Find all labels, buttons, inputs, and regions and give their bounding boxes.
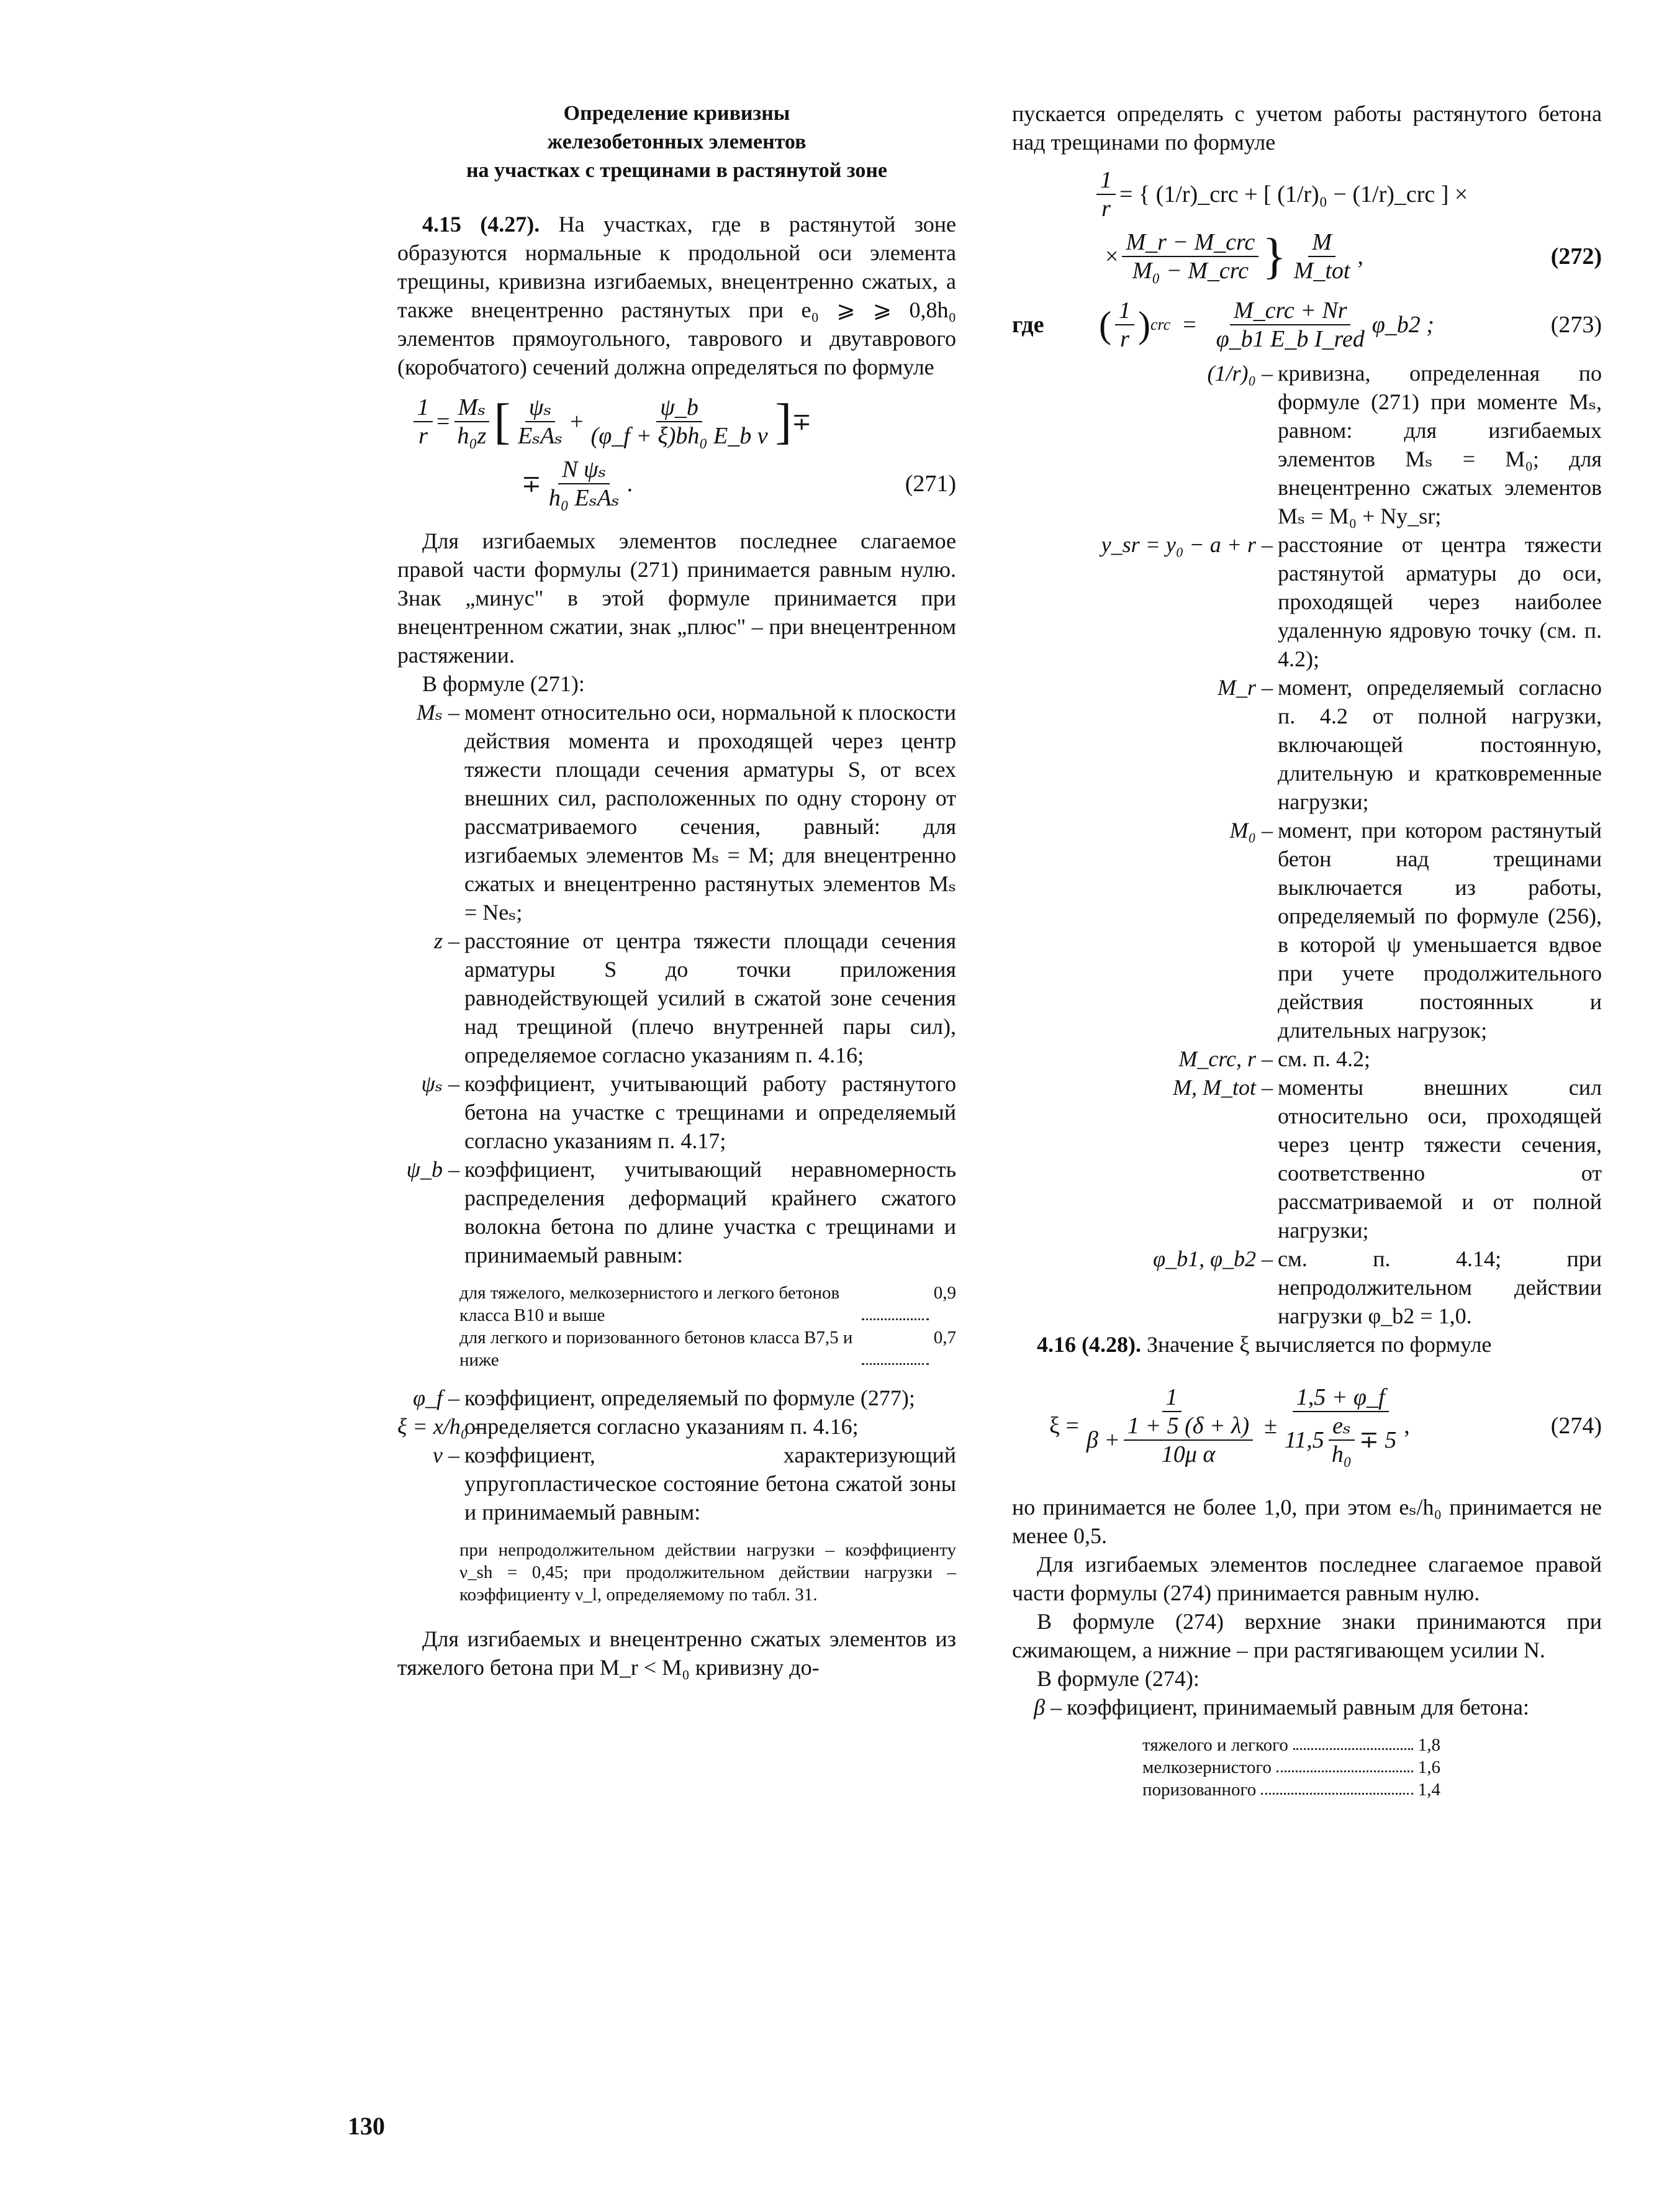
paragraph-text: Значение ξ вычисляется по формуле (1141, 1332, 1492, 1357)
definition-symbol: ψ_b – (406, 1157, 459, 1182)
fraction (1290, 229, 1354, 284)
fraction (453, 394, 490, 450)
paragraph: В формуле (274): (1037, 1666, 1200, 1691)
value-row (1142, 1756, 1440, 1779)
beta-values (1142, 1734, 1440, 1801)
beta-term: β + (1086, 1427, 1120, 1453)
definition-item (397, 1441, 956, 1526)
value: 1,8 (1417, 1735, 1440, 1755)
fraction (1122, 229, 1259, 284)
numerator: M (1308, 229, 1335, 257)
sign: ± (1264, 1413, 1278, 1439)
definition-item (1012, 359, 1602, 530)
denominator: 10μ α (1161, 1441, 1216, 1467)
definition-symbol: ψₛ – (421, 1071, 459, 1096)
page-number: 130 (348, 2112, 385, 2140)
numerator: 1,5 + φ_f (1293, 1384, 1389, 1412)
formula-tail: φ_b2 ; (1371, 312, 1434, 338)
definition-text: момент, определяемый согласно п. 4.2 от полной нагрузки, включающей постоянную, длительную и кратковременные нагрузки; (1278, 675, 1602, 814)
value-row (1142, 1779, 1440, 1801)
definition-item (1012, 1045, 1602, 1073)
nu-note: при непродолжительном действии нагрузки – коэффициенту ν_sh = 0,45; при продолжительном действии нагрузки – коэффициенту ν_l, определяемому по табл. 31. (459, 1540, 956, 1605)
fraction (545, 456, 623, 512)
value-label: для тяжелого, мелкозернистого и легкого бетонов класса B10 и выше (459, 1283, 840, 1325)
definition-item (1012, 673, 1602, 816)
definition-item (397, 927, 956, 1069)
paragraph: но принимается не более 1,0, при этом eₛ/h₀ принимается не менее 0,5. (1012, 1495, 1602, 1548)
definition-text: коэффициент, учитывающий неравномерность распределения деформаций крайнего сжатого волокна бетона по длине участка с трещинами и принимаемый равным: (464, 1157, 956, 1267)
definition-item (397, 1155, 956, 1269)
definition-symbol: z – (433, 928, 459, 953)
right-column (1012, 99, 1602, 1801)
definition-text: момент относительно оси, нормальной к плоскости действия момента и проходящей через центр тяжести площади сечения арматуры S, от всех внешних сил, расположенных по одну сторону от рассматриваемого сечения, равный: для изгибаемых элементов Mₛ = M; для внецентренно сжатых и внецентренно растянутых элементов Mₛ = Neₛ; (464, 700, 956, 925)
formula-272: $\frac{1}{r}$ = { (1/r)_crc + [ (1/r)₀ − (1/r)_crc ] × × $\frac{\text{M\_r − M\_crc}}{\text{M₀ − M\_crc}}$ } $\frac{M}{\text{M\_tot}}$ , (272) (1093, 166, 1602, 284)
definition-text: моменты внешних сил относительно оси, проходящей через центр тяжести сечения, соответственно от рассматриваемой и от полной нагрузки; (1278, 1075, 1602, 1243)
denominator: φ_b1 E_b I_red (1216, 326, 1365, 352)
definition-symbol: M_crc, r – (1178, 1046, 1273, 1071)
definition-item (1012, 1244, 1602, 1330)
term: 11,5 (1285, 1427, 1324, 1453)
definition-symbol: φ_b1, φ_b2 – (1153, 1246, 1273, 1271)
denominator (1083, 1412, 1260, 1468)
value-row (459, 1282, 956, 1326)
definition-text: коэффициент, определяемый по формуле (277); (464, 1385, 915, 1410)
denominator: h₀z (457, 423, 487, 449)
fraction (1213, 297, 1368, 353)
definition-text: коэффициент, принимаемый равным для бетона: (1067, 1695, 1530, 1720)
value-label: тяжелого и легкого (1142, 1735, 1288, 1755)
definition-text: коэффициент, характеризующий упругопластическое состояние бетона сжатой зоны и принимаемый равным: (464, 1443, 956, 1525)
formula-line: = { (1/r)_crc + [ (1/r)₀ − (1/r)_crc ] × (1119, 181, 1468, 207)
definition-item (397, 1384, 956, 1412)
definition-text: момент, при котором растянутый бетон над трещинами выключается из работы, определяемый по формуле (256), в которой ψ уменьшается вдвое при учете продолжительного действия постоянных и длительных нагрузок; (1278, 818, 1602, 1043)
heading-line: железобетонных элементов (547, 130, 807, 153)
paragraph-4-15 (397, 210, 956, 381)
heading-line: на участках с трещинами в растянутой зоне (466, 159, 888, 182)
definition-symbol: (1/r)₀ – (1207, 361, 1273, 386)
sign: ∓ (792, 409, 812, 435)
value-label: мелкозернистого (1142, 1757, 1272, 1777)
definition-symbol: M_r – (1218, 675, 1273, 700)
paragraph-4-16 (1012, 1330, 1602, 1359)
definition-item (397, 1069, 956, 1155)
section-heading (397, 99, 956, 185)
value: 1,6 (1417, 1757, 1440, 1777)
term: ∓ 5 (1358, 1427, 1397, 1453)
denominator: EₛAₛ (518, 423, 563, 449)
denominator: M_tot (1293, 258, 1350, 284)
equation-number: (273) (1550, 312, 1602, 338)
denominator: h₀ EₛAₛ (548, 485, 620, 511)
numerator: N ψₛ (558, 456, 610, 484)
left-column (397, 99, 956, 1682)
value: 1,4 (1417, 1780, 1440, 1800)
definition-text: расстояние от центра тяжести растянутой арматуры до оси, проходящей через наиболее удаленную ядровую точку (см. п. 4.2); (1278, 532, 1602, 671)
definition-text: кривизна, определенная по формуле (271) при моменте Mₛ, равном: для изгибаемых элементов Mₛ = M₀; для внецентренно сжатых элементов Mₛ = M₀ + Ny_sr; (1278, 361, 1602, 528)
formula-lhs: ξ = (1049, 1413, 1079, 1439)
definition-symbol: M₀ – (1229, 818, 1273, 843)
equation-number: (274) (1550, 1413, 1602, 1439)
fraction (587, 394, 772, 450)
paragraph: пускается определять с учетом работы растянутого бетона над трещинами по формуле (1012, 101, 1602, 155)
value: 0,7 (933, 1328, 956, 1348)
psi-b-values (459, 1282, 956, 1371)
denominator: h₀ (1331, 1441, 1352, 1467)
value: 0,9 (933, 1283, 956, 1303)
definition-text: см. п. 4.2; (1278, 1046, 1371, 1071)
section-label: 4.15 (4.27). (422, 212, 540, 237)
value-row (1142, 1734, 1440, 1756)
where-label: где (1012, 312, 1044, 338)
section-label: 4.16 (4.28). (1037, 1332, 1141, 1357)
definition-symbol: ν – (433, 1443, 459, 1467)
definition-item (1012, 530, 1602, 673)
numerator: 1 (413, 394, 433, 422)
paragraph: Для изгибаемых элементов последнее слагаемое правой части формулы (274) принимается равным нулю. (1012, 1552, 1602, 1605)
fraction (1124, 1412, 1253, 1468)
paragraph: В формуле (274) верхние знаки принимаются при сжимающем, а нижние – при растягивающем усилии N. (1012, 1609, 1602, 1662)
numerator: ψₛ (525, 394, 555, 422)
formula-273: где ( $\frac{1}{r}$ ) crc = $\frac{\text{M\_crc + Nr}}{\text{φ\_b1 E\_b I\_red}}$ φ_b2 ; (273) (1012, 297, 1602, 352)
value-row (459, 1326, 956, 1371)
definition-item (1012, 1073, 1602, 1244)
formula-274: ξ = 1 β + $\frac{1 + 5 (\delta + \lambda)}{\text{10μ α}}$ ± 1,5 + φ_f 11,5 $\frac{\text{eₛ}}{\text{h₀}}$ ∓ 5 , (274) (1049, 1384, 1602, 1467)
equation-number: (271) (905, 471, 956, 497)
definition-symbol: β – (1034, 1695, 1062, 1720)
value-label: для легкого и поризованного бетонов класса B7,5 и ниже (459, 1328, 853, 1370)
definition-symbol: φ_f – (413, 1385, 459, 1410)
paragraph-text: На участках, где в растянутой зоне образуются нормальные к продольной оси элемента трещины, кривизна изгибаемых, внецентренно сжатых, а также внецентренно растянутых при e₀ ⩾ ⩾ 0,8h₀ элементов прямоугольного, таврового и двутаврового (коробчатого) сечений должна определяться по формуле (397, 212, 956, 379)
fraction (1281, 1384, 1400, 1468)
definition-text: определяется согласно указаниям п. 4.16; (464, 1414, 859, 1439)
denominator: (φ_f + ξ)bh₀ E_b ν (590, 423, 768, 449)
denominator: r (418, 423, 428, 449)
definition-symbol: ξ = x/h₀ – (397, 1414, 486, 1439)
definition-item (1012, 816, 1602, 1045)
paragraph: Для изгибаемых элементов последнее слагаемое правой части формулы (271) принимается равным нулю. Знак „минус" в этой формуле принимается при внецентренном сжатии, знак „плюс" – при внецентренном растяжении. (397, 528, 956, 668)
definition-text: расстояние от центра тяжести площади сечения арматуры S до точки приложения равнодействующей усилий в сжатой зоне сечения над трещиной (плечо внутренней пары сил), определяемое согласно указаниям п. 4.16; (464, 928, 956, 1067)
sign: ∓ (522, 471, 541, 497)
fraction (514, 394, 566, 450)
definition-item (1012, 1693, 1602, 1721)
numerator: M_crc + Nr (1230, 297, 1351, 325)
numerator: 1 (1162, 1384, 1182, 1412)
fraction (1328, 1412, 1355, 1468)
fraction (413, 394, 433, 450)
paragraph: В формуле (271): (422, 671, 585, 696)
definition-item (397, 698, 956, 927)
numerator: ψ_b (656, 394, 702, 422)
paragraph: Для изгибаемых и внецентренно сжатых элементов из тяжелого бетона при M_r < M₀ кривизну до- (397, 1626, 956, 1680)
formula-271: $\frac{1}{r}$ = $\frac{\text{Mₛ}}{\text{h₀z}}$ [ $\frac{\text{ψₛ}}{\text{EₛAₛ}}$ + $\frac{\psi\_b}{\text{(φ\_f + ξ)bh₀ E\_b ν}}$ ] ∓ ∓ $\frac{\text{N ψₛ}}{\text{h₀ EₛAₛ}}$ . (271) (410, 394, 956, 512)
numerator: Mₛ (454, 394, 489, 422)
denominator: M₀ − M_crc (1132, 258, 1249, 284)
numerator: 1 + 5 (δ + λ) (1124, 1412, 1253, 1441)
definition-symbol: y_sr = y₀ − a + r – (1101, 532, 1273, 557)
numerator: M_r − M_crc (1122, 229, 1259, 257)
definition-symbol: M, M_tot – (1173, 1075, 1273, 1100)
definition-text: см. п. 4.14; при непродолжительном действии нагрузки φ_b2 = 1,0. (1278, 1246, 1602, 1328)
equation-number: (272) (1550, 243, 1602, 270)
numerator: eₛ (1329, 1412, 1355, 1441)
fraction (1083, 1384, 1260, 1468)
value-label: поризованного (1142, 1780, 1257, 1800)
heading-line: Определение кривизны (563, 102, 790, 125)
definition-text: коэффициент, учитывающий работу растянутого бетона на участке с трещинами и определяемый согласно указаниям п. 4.17; (464, 1071, 956, 1153)
definition-symbol: Mₛ – (416, 700, 459, 725)
definition-item (397, 1412, 956, 1441)
denominator (1281, 1412, 1400, 1468)
